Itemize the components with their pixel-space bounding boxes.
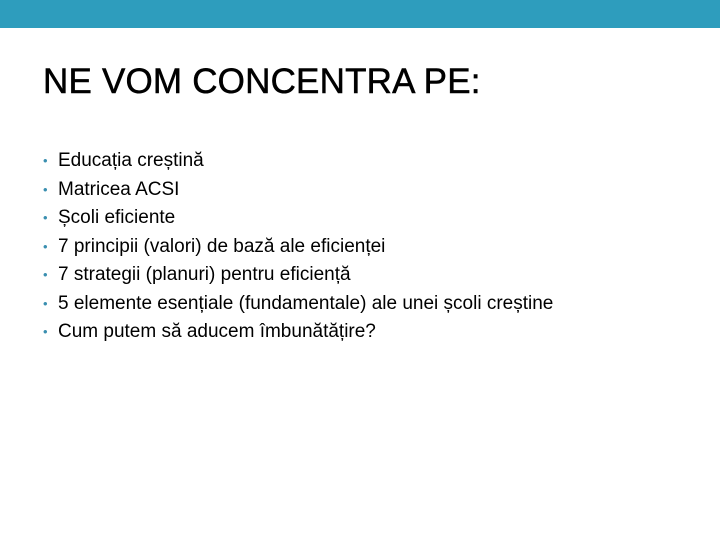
bullet-list [43,147,678,347]
bullet-dot-icon: • [43,153,48,168]
bullet-dot-icon: • [43,210,48,225]
bullet-item [43,147,678,176]
bullet-item [43,176,678,205]
bullet-item [43,204,678,233]
bullet-dot-icon: • [43,295,48,311]
bullet-item [43,261,678,290]
slide-title: NE VOM CONCENTRA PE: [43,62,481,101]
bullet-item [43,318,678,347]
bullet-text: 7 strategii (planuri) pentru eficiență [58,264,351,285]
bullet-item [43,233,678,262]
bullet-dot-icon: • [43,238,48,254]
bullet-dot-icon: • [43,324,48,339]
bullet-item [43,290,678,319]
top-accent-bar [0,0,720,28]
bullet-dot-icon: • [43,181,48,197]
bullet-text: Școli eficiente [58,207,176,228]
bullet-text: Matricea ACSI [58,178,180,200]
bullet-text: 7 principii (valori) de bază ale eficienței [58,235,386,257]
bullet-text: Educația creștină [58,150,204,171]
bullet-text: Cum putem să aducem îmbunătățire? [58,321,376,342]
bullet-text: 5 elemente esențiale (fundamentale) ale unei școli creștine [58,292,554,314]
bullet-dot-icon: • [43,267,48,282]
